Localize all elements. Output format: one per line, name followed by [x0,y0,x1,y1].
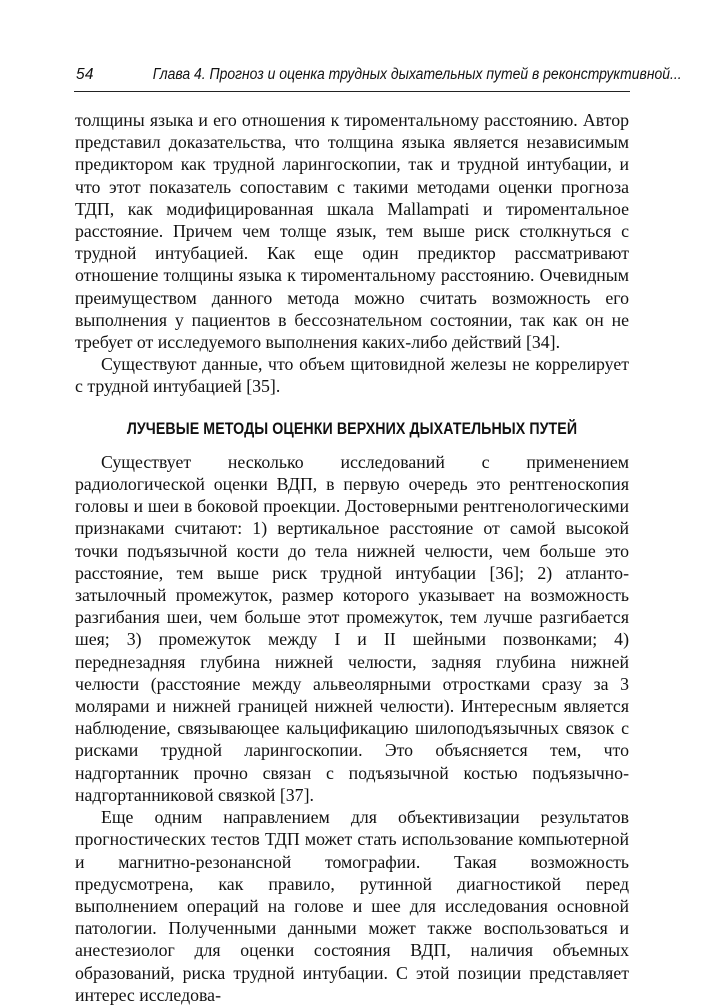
paragraph: Еще одним направлением для объективизации результатов прогностических тестов ТДП может стать использование компьютерной и магнитно-резонансной томографии. Такая возможность предусмотрена, как правило, рутинной диагностикой перед выполнением операций на голове и шее для исследования основной патологии. Полученными данными может также воспользоваться и анестезиолог для оценки состояния ВДП, наличия объемных образований, риска трудной интубации. С этой позиции представляет интерес исследова- [75,807,629,1005]
paragraph: Существует несколько исследований с применением радиологической оценки ВДП, в первую очередь это рентгеноскопия головы и шеи в боковой проекции. Достоверными рентгенологическими признаками считают: 1) вертикальное расстояние от самой высокой точки подъязычной кости до тела нижней челюсти, чем больше это расстояние, тем выше риск трудной интубации [36]; 2) атланто-затылочный промежуток, размер которого указывает на возможность разгибания шеи, чем больше этот промежуток, тем лучше разгибается шея; 3) промежуток между I и II шейными позвонками; 4) переднезадняя глубина нижней челюсти, задняя глубина нижней челюсти (расстояние между альвеолярными отростками сразу за 3 молярами и нижней границей нижней челюсти). Интересным является наблюдение, связывающее кальцификацию шилоподъязычных связок с рисками трудной ларингоскопии. Это объясняется тем, что надгортанник прочно связан с подъязычной костью подъязычно-надгортанниковой связкой [37]. [75,451,629,805]
section-heading: ЛУЧЕВЫЕ МЕТОДЫ ОЦЕНКИ ВЕРХНИХ ДЫХАТЕЛЬНЫХ ПУТЕЙ [126,419,578,438]
paragraph: толщины языка и его отношения к тироментальному расстоянию. Автор представил доказательства, что толщина языка является независимым предиктором как трудной ларингоскопии, так и трудной интубации, и что этот показатель сопоставим с такими методами оценки прогноза ТДП, как модифицированная шкала Mallampati и тироментальное расстояние. Причем чем толще язык, тем выше риск столкнуться с трудной интубацией. Как еще один предиктор рассматривают отношение толщины языка к тироментальному расстоянию. Очевидным преимуществом данного метода можно считать возможность его выполнения у пациентов в бессознательном состоянии, так как он не требует от исследуемого выполнения каких-либо действий [34]. [75,110,629,353]
header-rule [74,91,630,92]
page-number: 54 [76,66,94,83]
running-title: Глава 4. Прогноз и оценка трудных дыхательных путей в реконструктивной... [152,66,682,83]
page-body [75,109,629,1006]
paragraph: Существуют данные, что объем щитовидной железы не коррелирует с трудной интубацией [35]. [75,354,629,397]
page-header [76,62,682,84]
